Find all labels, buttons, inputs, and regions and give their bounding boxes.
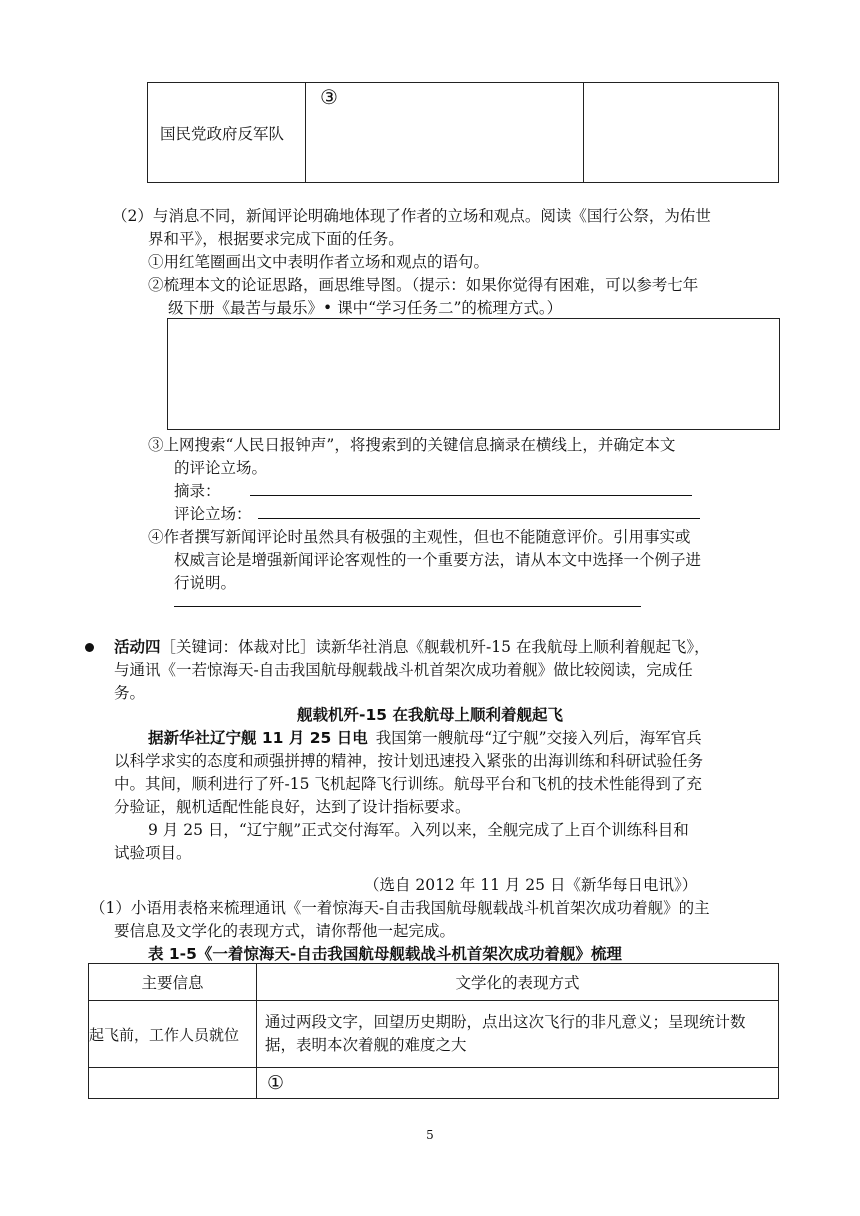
- bullet-icon: [85, 643, 94, 652]
- table-cell[interactable]: [257, 1068, 779, 1099]
- table-cell: [89, 1001, 257, 1068]
- section2-item3-line2: 的评论立场。: [174, 459, 268, 477]
- section2-item2-line1: ②梳理本文的论证思路，画思维导图。（提示：如果你觉得有困难，可以参考七年: [148, 276, 699, 294]
- section2-item1: ①用红笔圈画出文中表明作者立场和观点的语句。: [148, 253, 490, 271]
- table-caption: 表 1-5《一着惊海天-自击我国航母舰载战斗机首架次成功着舰》梳理: [148, 945, 622, 963]
- activity4-line2: 与通讯《一若惊海天-自击我国航母舰载战斗机首架次成功着舰》做比较阅读，完成任: [114, 661, 693, 679]
- section2-item3-line1: ③上网搜索“人民日报钟声”，将搜索到的关键信息摘录在横线上，并确定本文: [148, 436, 676, 454]
- mind-map-box[interactable]: [167, 318, 780, 430]
- task1-line1: （1）小语用表格来梳理通讯《一着惊海天-自击我国航母舰载战斗机首架次成功着舰》的主: [90, 899, 710, 917]
- article-p1-line4: 分验证，舰机适配性能良好，达到了设计指标要求。: [114, 798, 471, 816]
- article-p1-line1-rest: 我国第一艘航母“辽宁舰”交接入列后，海军官兵: [375, 729, 702, 747]
- article-p1-line3: 中。其间，顺利进行了歼-15 飞机起降飞行训练。航母平台和飞机的技术性能得到了充: [114, 775, 702, 793]
- page-number: 5: [426, 1128, 434, 1142]
- row2-expression: ①: [267, 1072, 285, 1094]
- task1-line2: 要信息及文学化的表现方式，请你帮他一起完成。: [114, 922, 456, 940]
- activity4-line1-rest: ［关键词：体裁对比］读新华社消息《舰载机歼-15 在我航母上顺利着舰起飞》，: [160, 638, 710, 656]
- top-table-mark: ③: [320, 85, 338, 109]
- excerpt-answer-line[interactable]: [250, 495, 692, 496]
- article-title: 舰载机歼-15 在我航母上顺利着舰起飞: [297, 706, 563, 724]
- stance-answer-line[interactable]: [258, 518, 700, 519]
- row1-main-info: 起飞前，工作人员就位: [89, 1025, 240, 1044]
- activity4-label: 活动四: [114, 638, 161, 656]
- activity4-line1: [114, 636, 710, 659]
- activity4-line3: 务。: [114, 684, 146, 702]
- table-row: [89, 1001, 779, 1068]
- article-p2-line1: 9 月 25 日，“辽宁舰”正式交付海军。入列以来，全舰完成了上百个训练科目和: [148, 821, 689, 839]
- article-source: （选自 2012 年 11 月 25 日《新华每日电讯》）: [364, 876, 698, 894]
- table-cell[interactable]: [89, 1068, 257, 1099]
- section2-item4-line3: 行说明。: [174, 574, 237, 592]
- article-p2-line2: 试验项目。: [114, 844, 192, 862]
- article-p1-line1: [148, 727, 702, 750]
- section2-item4-line2: 权威言论是增强新闻评论客观性的一个重要方法，请从本文中选择一个例子进: [174, 551, 702, 569]
- top-table-cell-3: [584, 83, 779, 183]
- article-dateline: 据新华社辽宁舰 11 月 25 日电: [148, 729, 368, 747]
- section2-item2-line2: 级下册《最苦与最乐》• 课中“学习任务二”的梳理方式。）: [168, 299, 563, 317]
- section2-item4-line1: ④作者撰写新闻评论时虽然具有极强的主观性，但也不能随意评价。引用事实或: [148, 528, 691, 546]
- article-p1-line2: 以科学求实的态度和顽强拼搏的精神，按计划迅速投入紧张的出海训练和科研试验任务: [114, 752, 704, 770]
- table-cell: [257, 1001, 779, 1068]
- top-table-cell-1: [148, 83, 306, 183]
- top-table: [147, 82, 779, 183]
- header-literary-expression: 文学化的表现方式: [455, 974, 580, 992]
- row1-expression: 通过两段文字，回望历史期盼，点出这次飞行的非凡意义；呈现统计数据，表明本次着舰的难度之大: [265, 1013, 746, 1054]
- table-header-row: [89, 964, 779, 1001]
- section2-line1: （2）与消息不同，新闻评论明确地体现了作者的立场和观点。阅读《国行公祭，为佑世: [112, 207, 711, 225]
- example-answer-line[interactable]: [174, 606, 641, 607]
- section2-line2: 界和平》，根据要求完成下面的任务。: [148, 230, 404, 248]
- top-table-cell-2: [306, 83, 584, 183]
- table-header-cell: [89, 964, 257, 1001]
- stance-label: 评论立场：: [174, 505, 252, 523]
- summary-table: [88, 963, 779, 1099]
- header-main-info: 主要信息: [141, 974, 204, 992]
- table-row: [89, 1068, 779, 1099]
- excerpt-label: 摘录：: [174, 482, 221, 500]
- table-header-cell: [257, 964, 779, 1001]
- top-table-col1: 国民党政府反军队: [160, 124, 285, 143]
